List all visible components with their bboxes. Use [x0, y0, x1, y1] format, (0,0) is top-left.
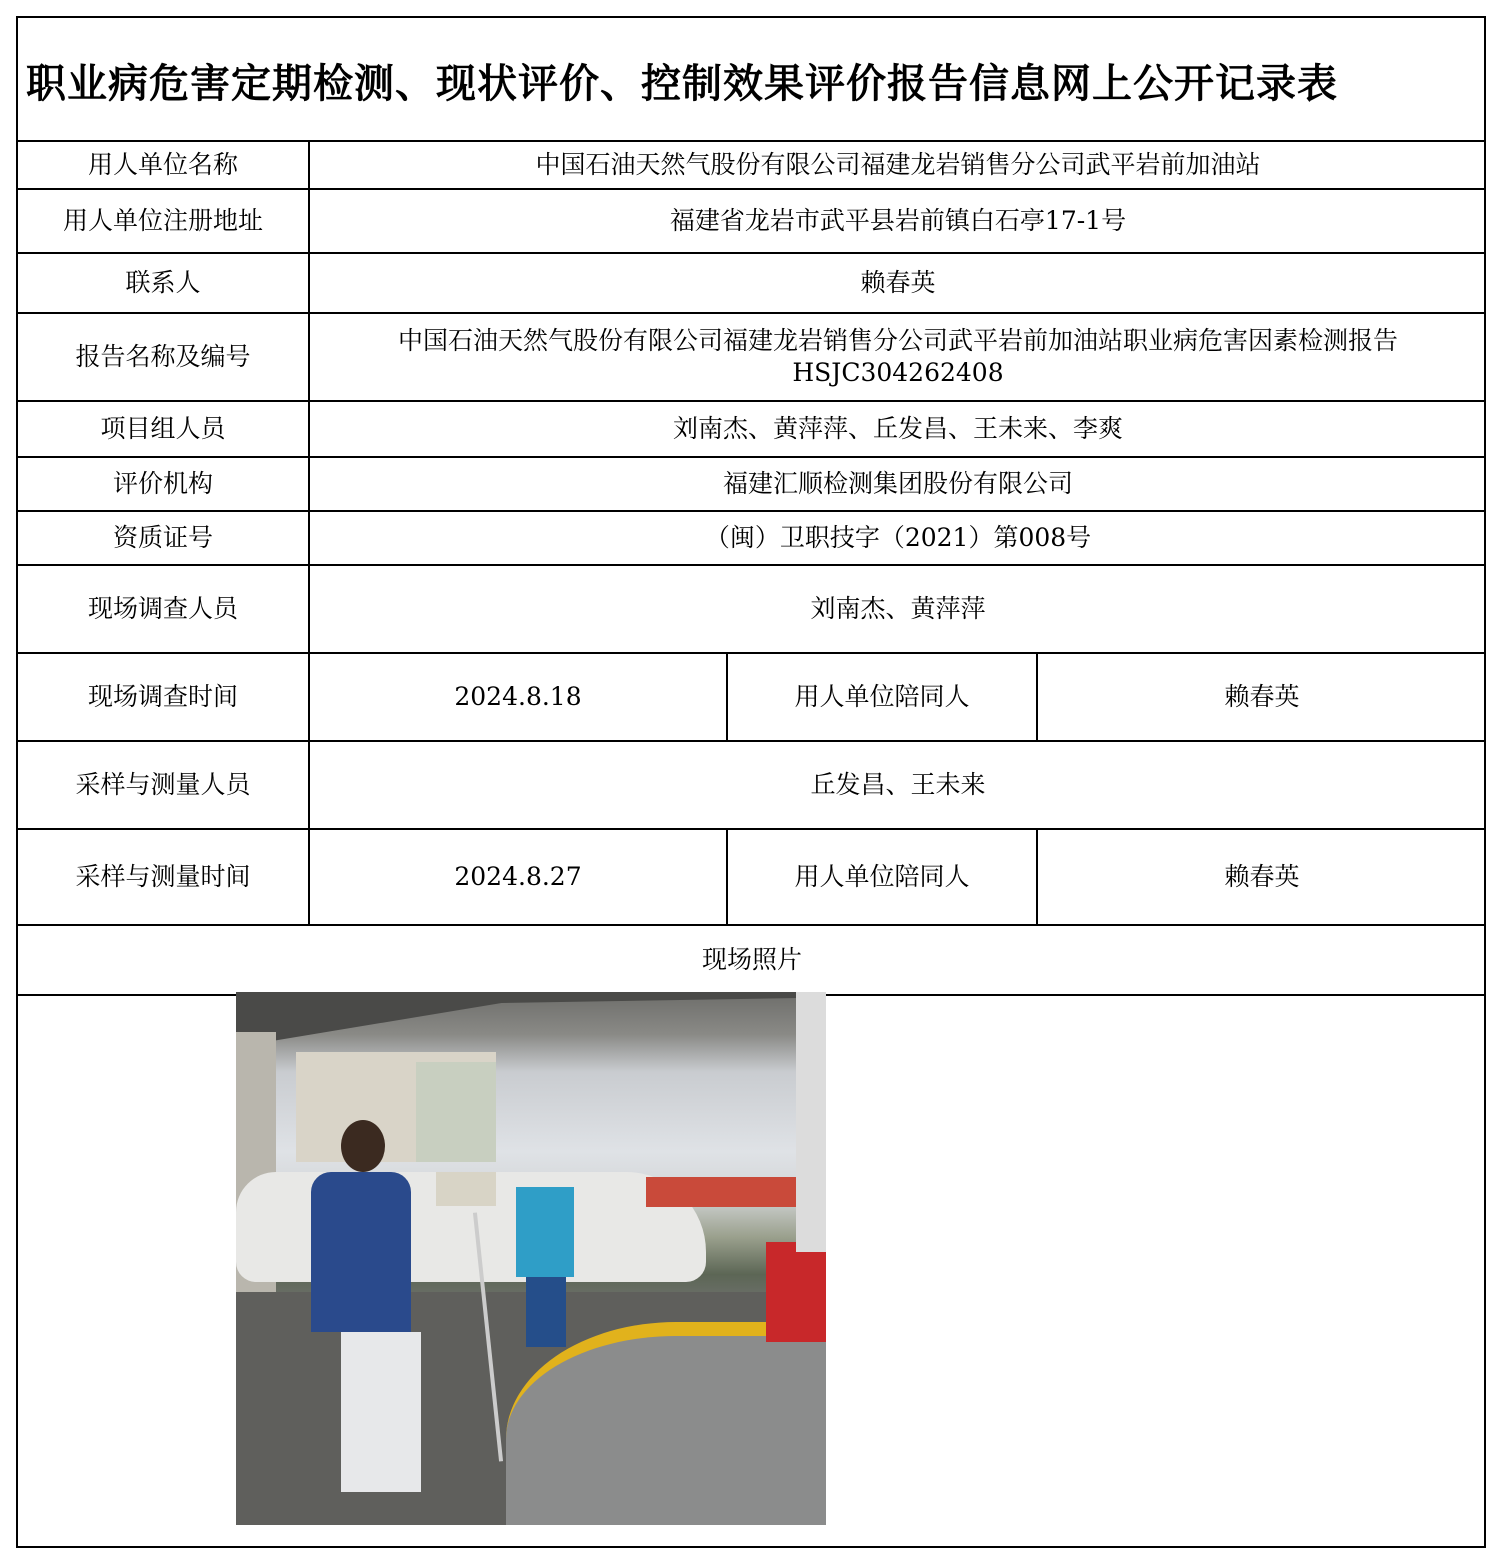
- certificate-label: 资质证号: [16, 510, 308, 564]
- certificate-value: （闽）卫职技字（2021）第008号: [308, 510, 1486, 564]
- agency-value: 福建汇顺检测集团股份有限公司: [308, 456, 1486, 510]
- contact-value: 赖春英: [308, 252, 1486, 312]
- report-value: [308, 312, 1486, 400]
- sampling-time-label: 采样与测量时间: [16, 828, 308, 924]
- sampling-staff-label: 采样与测量人员: [16, 740, 308, 828]
- project-team-label: 项目组人员: [16, 400, 308, 456]
- survey-companion-value: 赖春英: [1036, 652, 1486, 740]
- survey-staff-label: 现场调查人员: [16, 564, 308, 652]
- employer-name-label: 用人单位名称: [16, 140, 308, 188]
- survey-time-label: 现场调查时间: [16, 652, 308, 740]
- report-name: 中国石油天然气股份有限公司福建龙岩销售分公司武平岩前加油站职业病危害因素检测报告: [397, 325, 1398, 355]
- survey-time-value: 2024.8.18: [308, 652, 726, 740]
- employer-name-value: 中国石油天然气股份有限公司福建龙岩销售分公司武平岩前加油站: [308, 140, 1486, 188]
- agency-label: 评价机构: [16, 456, 308, 510]
- page-title: 职业病危害定期检测、现状评价、控制效果评价报告信息网上公开记录表: [26, 60, 1338, 107]
- sampling-companion-label: 用人单位陪同人: [726, 828, 1036, 924]
- sampling-staff-value: 丘发昌、王未来: [308, 740, 1486, 828]
- employer-address-label: 用人单位注册地址: [16, 188, 308, 252]
- report-number: HSJC304262408: [792, 358, 1004, 387]
- sampling-companion-value: 赖春英: [1036, 828, 1486, 924]
- survey-staff-value: 刘南杰、黄萍萍: [308, 564, 1486, 652]
- employer-address-value: 福建省龙岩市武平县岩前镇白石亭17-1号: [308, 188, 1486, 252]
- contact-label: 联系人: [16, 252, 308, 312]
- sampling-time-value: 2024.8.27: [308, 828, 726, 924]
- report-label: 报告名称及编号: [16, 312, 308, 400]
- project-team-value: 刘南杰、黄萍萍、丘发昌、王未来、李爽: [308, 400, 1486, 456]
- site-photo: [236, 992, 826, 1525]
- survey-companion-label: 用人单位陪同人: [726, 652, 1036, 740]
- photos-label: 现场照片: [16, 924, 1486, 996]
